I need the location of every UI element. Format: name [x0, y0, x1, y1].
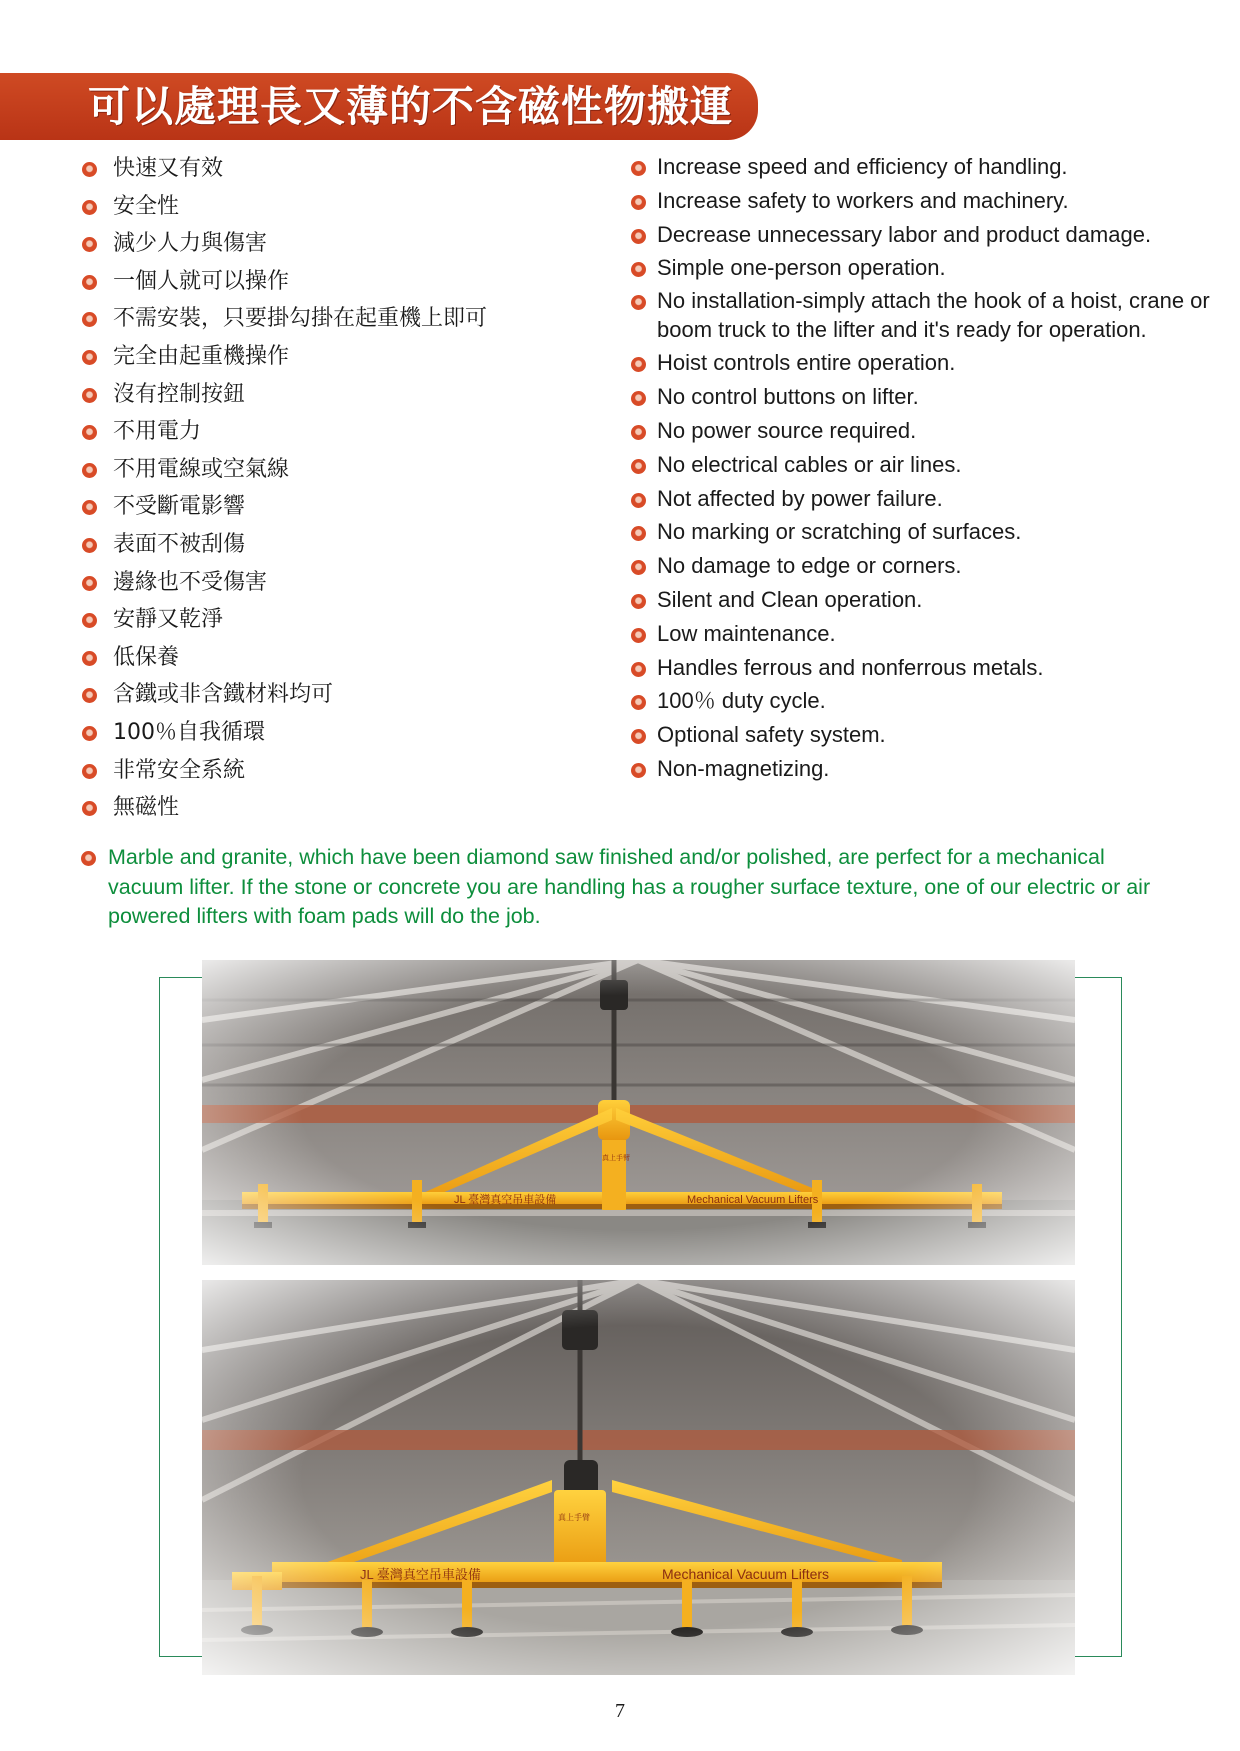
- bullet-icon: [631, 391, 646, 406]
- chinese-feature-item-text: 不用電線或空氣線: [113, 456, 290, 482]
- bullet-icon: [631, 161, 646, 176]
- english-feature-item: [629, 686, 1240, 715]
- english-feature-item: [629, 484, 1240, 513]
- english-feature-item: [629, 416, 1240, 445]
- chinese-feature-item: [80, 380, 487, 418]
- bullet-icon: [81, 851, 96, 866]
- english-feature-item: [629, 754, 1240, 783]
- bullet-icon: [82, 613, 97, 628]
- english-feature-item: [629, 619, 1240, 648]
- bullet-icon: [631, 295, 646, 310]
- english-feature-item: [629, 253, 1240, 282]
- bullet-icon: [82, 500, 97, 515]
- chinese-feature-item-text: 安靜又乾淨: [113, 607, 224, 633]
- bullet-icon: [631, 560, 646, 575]
- bullet-icon: [631, 493, 646, 508]
- chinese-feature-item-text: 表面不被刮傷: [113, 531, 246, 557]
- english-feature-item-text: No electrical cables or air lines.: [657, 451, 962, 477]
- bullet-icon: [82, 576, 97, 591]
- bullet-icon: [82, 688, 97, 703]
- english-feature-list: [629, 152, 1240, 783]
- english-feature-item: [629, 152, 1240, 181]
- page-number: 7: [615, 1700, 625, 1722]
- chinese-feature-item-text: 無磁性: [113, 795, 180, 821]
- chinese-feature-item: [80, 417, 487, 455]
- english-feature-item: [629, 517, 1240, 546]
- chinese-feature-item-text: 低保養: [113, 644, 180, 670]
- bullet-icon: [82, 463, 97, 478]
- chinese-feature-item-text: 不用電力: [113, 419, 202, 445]
- chinese-feature-item: [80, 342, 487, 380]
- english-feature-item-text: Decrease unnecessary labor and product damage.: [657, 221, 1152, 247]
- bullet-icon: [82, 312, 97, 327]
- bullet-icon: [631, 262, 646, 277]
- bullet-icon: [631, 662, 646, 677]
- lifter-photo-bottom: [202, 1280, 1075, 1675]
- chinese-feature-item: [80, 643, 487, 681]
- page-title: 可以處理長又薄的不含磁性物搬運: [88, 82, 734, 131]
- english-feature-item-text: No control buttons on lifter.: [657, 384, 919, 410]
- chinese-feature-item: [80, 756, 487, 794]
- chinese-feature-item: [80, 568, 487, 606]
- english-feature-item: [629, 220, 1240, 249]
- english-feature-item-text: Increase speed and efficiency of handling.: [657, 154, 1068, 179]
- bullet-icon: [631, 459, 646, 474]
- bullet-icon: [631, 195, 646, 210]
- english-feature-item-text: Low maintenance.: [657, 620, 836, 646]
- chinese-feature-item: [80, 267, 487, 305]
- bullet-icon: [82, 388, 97, 403]
- chinese-feature-item: [80, 492, 487, 530]
- chinese-feature-item: [80, 718, 487, 756]
- english-feature-item-text: Increase safety to workers and machinery.: [657, 187, 1069, 213]
- bullet-icon: [82, 726, 97, 741]
- english-feature-item-text: No damage to edge or corners.: [657, 553, 962, 579]
- bullet-icon: [631, 229, 646, 244]
- chinese-feature-item: [80, 192, 487, 230]
- english-feature-item-text: 100％ duty cycle.: [657, 688, 826, 714]
- bullet-icon: [631, 763, 646, 778]
- english-feature-item-text: No marking or scratching of surfaces.: [657, 519, 1022, 545]
- english-feature-item-text: Silent and Clean operation.: [657, 586, 923, 612]
- chinese-feature-item: [80, 793, 487, 831]
- chinese-feature-item-text: 邊緣也不受傷害: [113, 569, 268, 595]
- english-feature-item: [629, 653, 1240, 682]
- english-feature-item-text: Handles ferrous and nonferrous metals.: [657, 654, 1044, 680]
- chinese-feature-item-text: 減少人力與傷害: [113, 231, 268, 257]
- chinese-feature-item-text: 快速又有效: [113, 156, 224, 181]
- english-feature-item-text: No installation-simply attach the hook of a hoist, crane or boom truck to the lifter and it's ready for operation.: [657, 288, 1210, 343]
- bullet-icon: [631, 526, 646, 541]
- chinese-feature-item-text: 安全性: [113, 193, 180, 219]
- chinese-feature-item: [80, 680, 487, 718]
- english-feature-item: [629, 186, 1240, 215]
- chinese-feature-item-text: 含鐵或非含鐵材料均可: [113, 682, 334, 708]
- english-feature-item: [629, 585, 1240, 614]
- chinese-feature-item-text: 沒有控制按鈕: [113, 381, 246, 407]
- chinese-feature-item: [80, 455, 487, 493]
- bullet-icon: [82, 764, 97, 779]
- english-feature-item: [629, 348, 1240, 377]
- chinese-feature-item-text: 不受斷電影響: [113, 494, 246, 520]
- chinese-feature-item-text: 不需安裝，只要掛勾掛在起重機上即可: [113, 306, 488, 332]
- chinese-feature-item-text: 完全由起重機操作: [113, 343, 290, 369]
- english-feature-item: [629, 450, 1240, 479]
- chinese-feature-item: [80, 530, 487, 568]
- bullet-icon: [82, 162, 97, 177]
- bullet-icon: [631, 628, 646, 643]
- bullet-icon: [82, 425, 97, 440]
- english-feature-item-text: No power source required.: [657, 417, 917, 443]
- stone-note: [80, 843, 1180, 932]
- lifter-photo-top: [202, 960, 1075, 1265]
- bullet-icon: [82, 237, 97, 252]
- english-feature-item: [629, 551, 1240, 580]
- bullet-icon: [82, 651, 97, 666]
- chinese-feature-item-text: 一個人就可以操作: [113, 268, 290, 294]
- stone-note-text: Marble and granite, which have been diamond saw finished and/or polished, are perfect for a mechanical vacuum lifter. If the stone or concrete you are handling has a rougher surface texture, one of our electric or air powered lifters with foam pads will do the job.: [108, 845, 1151, 928]
- bullet-icon: [82, 538, 97, 553]
- english-feature-item: [629, 286, 1240, 344]
- chinese-feature-item: [80, 154, 487, 192]
- english-feature-item-text: Simple one-person operation.: [657, 255, 946, 281]
- chinese-feature-item: [80, 304, 487, 342]
- bullet-icon: [631, 594, 646, 609]
- bullet-icon: [631, 425, 646, 440]
- english-feature-item-text: Optional safety system.: [657, 722, 886, 748]
- bullet-icon: [82, 200, 97, 215]
- bullet-icon: [631, 695, 646, 710]
- english-feature-item: [629, 382, 1240, 411]
- bullet-icon: [82, 275, 97, 290]
- chinese-feature-item-text: 100％自我循環: [113, 719, 265, 745]
- english-feature-item: [629, 720, 1240, 749]
- bullet-icon: [631, 729, 646, 744]
- chinese-feature-item: [80, 229, 487, 267]
- english-feature-item-text: Not affected by power failure.: [657, 485, 943, 511]
- chinese-feature-item-text: 非常安全系統: [113, 757, 246, 783]
- bullet-icon: [82, 350, 97, 365]
- english-feature-item-text: Non-magnetizing.: [657, 755, 830, 781]
- chinese-feature-list: [80, 154, 487, 831]
- bullet-icon: [82, 801, 97, 816]
- english-feature-item-text: Hoist controls entire operation.: [657, 350, 956, 376]
- chinese-feature-item: [80, 605, 487, 643]
- bullet-icon: [631, 357, 646, 372]
